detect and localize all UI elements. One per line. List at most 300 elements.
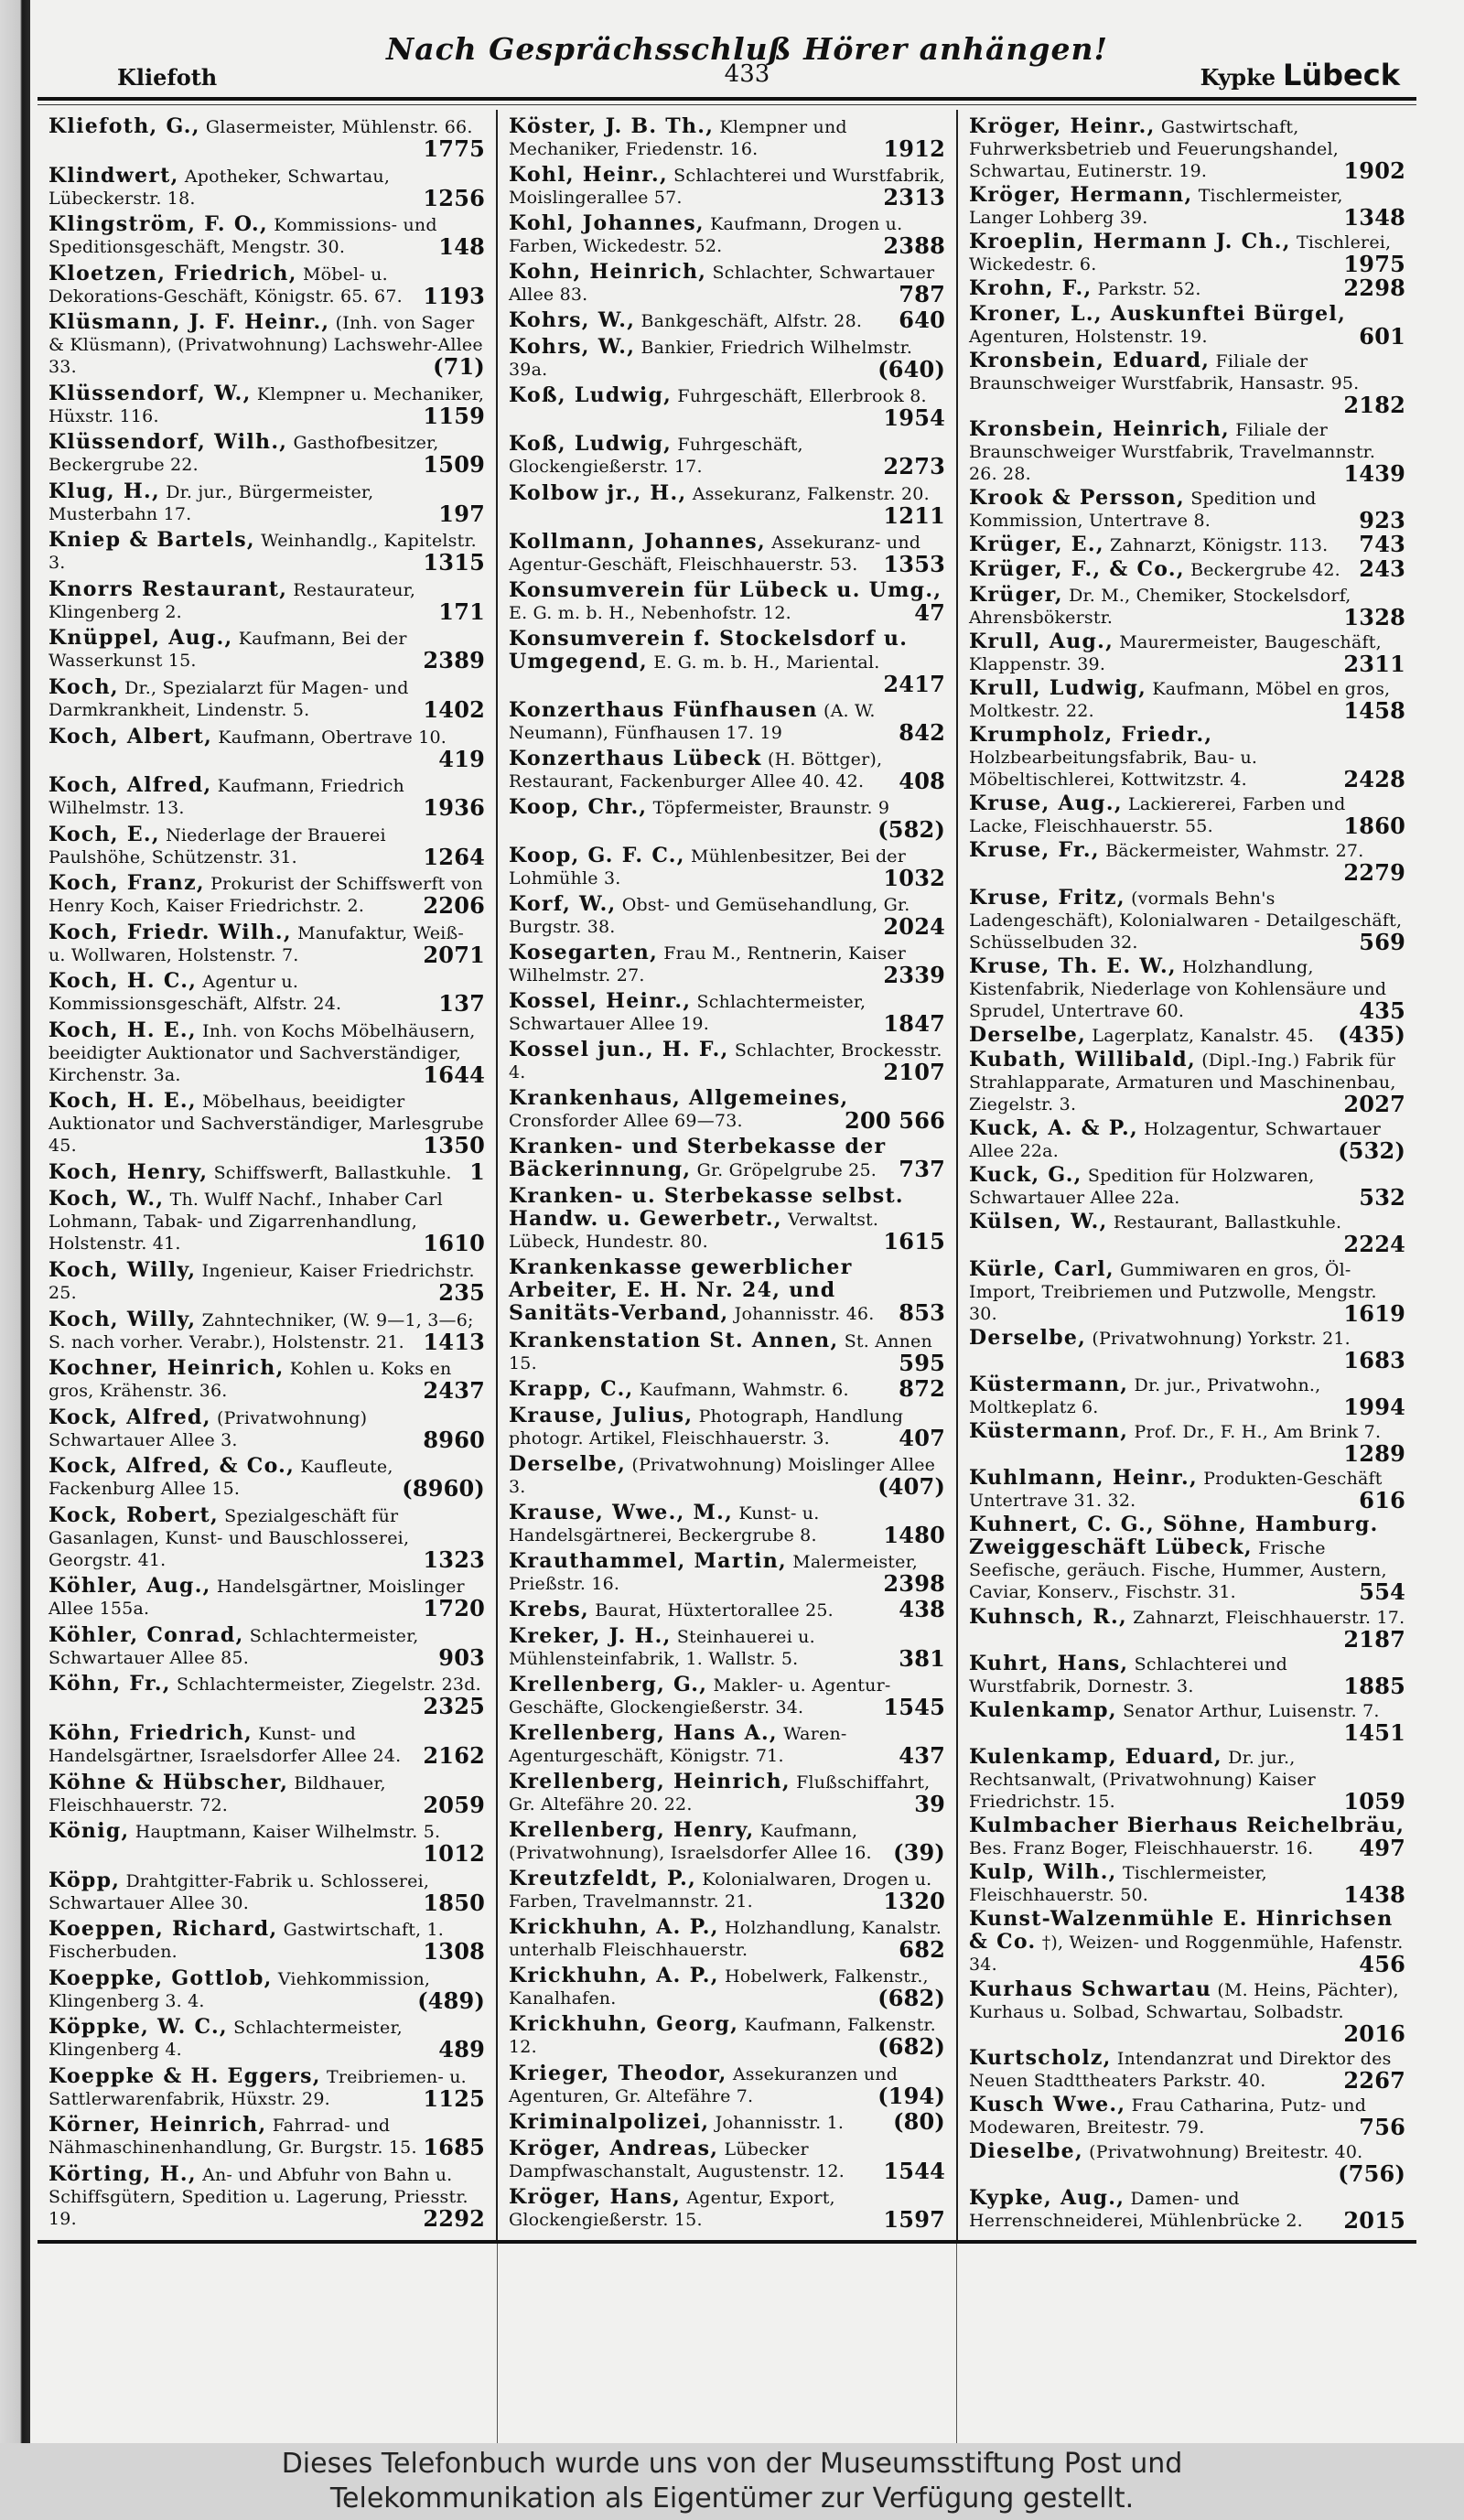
subscriber-name: Koch, W.,: [48, 1187, 165, 1212]
phone-number: 554: [1359, 1578, 1405, 1606]
subscriber-details: Gasthofbesitzer, Beckergrube 22.: [48, 433, 439, 476]
phone-number: 1720: [423, 1595, 485, 1622]
listing-entry: [48, 263, 485, 307]
phone-number: 456: [1359, 1951, 1405, 1978]
subscriber-details: Apotheker, Schwartau, Lübeckerstr. 18.: [48, 166, 391, 209]
listing-entry: [48, 212, 485, 261]
subscriber-details: Klempner und Mechaniker, Friedenstr. 16.: [509, 117, 847, 159]
subscriber-name: Kulenkamp,: [969, 1697, 1117, 1722]
listing-entry: [509, 433, 945, 478]
listing-entry: [969, 1258, 1405, 1325]
subscriber-name: Koch, H. E.,: [48, 1089, 197, 1114]
subscriber-details: Zahnarzt, Fleischhauerstr. 17.: [1133, 1607, 1405, 1628]
subscriber-name: Koch, Willy,: [48, 1307, 197, 1331]
listing-entry: [509, 1595, 945, 1622]
header-last-entry: [1200, 58, 1400, 92]
listing-entry: [509, 1674, 945, 1718]
subscriber-name: Köhler, Aug.,: [48, 1574, 211, 1599]
subscriber-name: Kock, Robert,: [48, 1502, 219, 1527]
subscriber-details: Assekuranz, Falkenstr. 20.: [692, 483, 930, 504]
subscriber-name: Koß, Ludwig,: [509, 432, 673, 457]
phone-number: 595: [899, 1349, 945, 1376]
subscriber-details: Treibriemen- u. Sattlerwarenfabrik, Hüxstr. 29.: [48, 2066, 467, 2109]
listing-entry: [48, 921, 485, 966]
subscriber-name: Konzerthaus Fünfhausen: [509, 697, 818, 722]
subscriber-name: Kuhlmann, Heinr.,: [969, 1466, 1198, 1491]
listing-entry: [48, 430, 485, 479]
listing-entry: [509, 261, 945, 306]
subscriber-details: Photograph, Handlung photogr. Artikel, Fleischhauerstr. 3.: [509, 1405, 904, 1448]
listing-entry: [509, 1405, 945, 1449]
empty-column-area: [38, 2244, 1416, 2443]
subscriber-name: Küstermann,: [969, 1419, 1129, 1444]
subscriber-name: Kriminalpolizei,: [509, 2109, 710, 2134]
phone-number: 2206: [423, 892, 485, 920]
phone-number: 2298: [1343, 275, 1405, 302]
listing-entry: [969, 115, 1405, 182]
phone-number: 39: [914, 1791, 945, 1818]
subscriber-details: Holzhandlung, Kanalstr. unterhalb Fleischhauerstr.: [509, 1918, 942, 1961]
phone-number: 842: [899, 718, 945, 746]
subscriber-details: Fuhrgeschäft, Glockengießerstr. 17.: [509, 435, 803, 478]
phone-number: 756: [1359, 2113, 1405, 2140]
phone-number: 1264: [423, 843, 485, 870]
subscriber-name: Krull, Aug.,: [969, 629, 1114, 653]
subscriber-details: St. Annen 15.: [509, 1330, 932, 1373]
phone-number: 2311: [1343, 650, 1405, 677]
subscriber-name: Kuck, A. & P.,: [969, 1116, 1138, 1141]
subscriber-name: Kuhnsch, R.,: [969, 1604, 1127, 1629]
listing-entry: [969, 1163, 1405, 1212]
listing-entry: [48, 529, 485, 574]
listing-entry: [48, 1819, 485, 1868]
listing-entry: [48, 1308, 485, 1353]
subscriber-name: Kohl, Johannes,: [509, 211, 705, 236]
subscriber-details: Maurermeister, Baugeschäft, Klappenstr. 39.: [969, 631, 1382, 674]
subscriber-details: Agentur, Export, Glockengießerstr. 15.: [509, 2187, 835, 2230]
subscriber-details: Handelsgärtner, Moislinger Allee 155a.: [48, 1577, 465, 1620]
subscriber-name: Kulp, Wilh.,: [969, 1860, 1117, 1885]
listing-entry: [48, 1575, 485, 1620]
phone-number: 2389: [423, 647, 485, 674]
subscriber-name: Kröger, Andreas,: [509, 2136, 719, 2160]
subscriber-name: Koop, G. F. C.,: [509, 843, 685, 867]
subscriber-name: Kranken- u. Sterbekasse selbst. Handw. u. Gewerbetr.,: [509, 1184, 904, 1232]
subscriber-name: Kock, Alfred,: [48, 1405, 211, 1429]
subscriber-name: Klüsmann, J. F. Heinr.,: [48, 310, 330, 335]
subscriber-details: Spedition für Holzwaren, Schwartauer Allee 22a.: [969, 1166, 1315, 1209]
listing-entry: [969, 533, 1405, 556]
subscriber-name: Kruse, Fr.,: [969, 838, 1100, 863]
phone-number: (194): [877, 2082, 945, 2109]
listing-entry: [509, 1770, 945, 1818]
header-rule-thin: [38, 104, 1416, 105]
subscriber-details: An- und Abfuhr von Bahn u. Schiffsgütern, Spedition u. Lagerung, Priesstr. 19.: [48, 2164, 468, 2229]
subscriber-details: Schlachtermeister, Ziegelstr. 23d.: [177, 1675, 481, 1696]
subscriber-name: Kürle, Carl,: [969, 1256, 1114, 1281]
listing-entry: [509, 748, 945, 792]
subscriber-name: Kloetzen, Friedrich,: [48, 261, 297, 285]
subscriber-details: Gastwirtschaft, 1. Fischerbuden.: [48, 1920, 445, 1963]
listing-column-1: [38, 110, 496, 2240]
page-binding-edge: [0, 0, 30, 2443]
listing-entry: [509, 1453, 945, 1498]
header-city: Lübeck: [1282, 58, 1400, 92]
phone-number: 1902: [1343, 157, 1405, 184]
subscriber-details: Schlachtermeister, Klingenberg 4.: [48, 2018, 403, 2061]
subscriber-name: Konsumverein f. Stockelsdorf u. Umgegend,: [509, 626, 909, 673]
listing-entry: [48, 824, 485, 868]
listing-entry: [969, 303, 1405, 348]
subscriber-name: Köhn, Friedrich,: [48, 1720, 253, 1745]
subscriber-name: Derselbe,: [509, 1451, 627, 1476]
subscriber-name: Koch, H. C.,: [48, 969, 198, 994]
listing-entry: [509, 2138, 945, 2182]
subscriber-name: Kurhaus Schwartau: [969, 1976, 1212, 2001]
subscriber-name: Knorrs Restaurant,: [48, 576, 288, 601]
subscriber-details: Agenturen, Holstenstr. 19.: [969, 326, 1208, 347]
phone-number: 2059: [423, 1791, 485, 1818]
phone-number: 2267: [1343, 2066, 1405, 2094]
listing-entry: [969, 630, 1405, 675]
subscriber-name: Koeppke & H. Eggers,: [48, 2063, 321, 2088]
subscriber-name: Krellenberg, Henry,: [509, 1818, 755, 1843]
subscriber-details: Restaurateur, Klingenberg 2.: [48, 579, 416, 622]
phone-number: 408: [899, 767, 945, 794]
listing-entry: [509, 579, 945, 624]
subscriber-details: Hobelwerk, Falkenstr., Kanalhafen.: [509, 1966, 929, 2009]
subscriber-details: Möbel- u. Dekorations-Geschäft, Königstr. 65. 67.: [48, 264, 403, 307]
header-rule: [38, 97, 1416, 101]
phone-number: (582): [877, 815, 945, 843]
listing-entry: [509, 628, 945, 695]
subscriber-details: Holzbearbeitungsfabrik, Bau- u. Möbeltischlerei, Kottwitzstr. 4.: [969, 748, 1258, 791]
phone-number: 2071: [423, 941, 485, 968]
subscriber-details: Mühlenbesitzer, Bei der Lohmühle 3.: [509, 845, 907, 888]
phone-number: (71): [433, 353, 485, 381]
listing-entry: [48, 726, 485, 770]
phone-number: 1480: [883, 1521, 945, 1548]
phone-number: 1402: [423, 696, 485, 724]
listing-entry: [509, 1867, 945, 1915]
subscriber-details: Filiale der Braunschweiger Wurstfabrik, Travelmannstr. 26. 28.: [969, 419, 1376, 484]
listing-entry: [48, 165, 485, 210]
phone-number: 1315: [423, 549, 485, 576]
subscriber-details: (Inh. von Sager & Klüsmann), (Privatwohnung) Lachswehr-Allee 33.: [48, 313, 483, 378]
phone-number: 200 566: [845, 1107, 945, 1135]
subscriber-name: Köster, J. B. Th.,: [509, 114, 715, 138]
listing-entry: [969, 487, 1405, 532]
phone-number: 1912: [883, 135, 945, 162]
subscriber-details: Schlachtermeister, Schwartauer Allee 85.: [48, 1625, 419, 1668]
subscriber-name: Kohn, Heinrich,: [509, 260, 707, 285]
subscriber-name: Kunst-Walzenmühle E. Hinrichsen & Co.: [969, 1907, 1394, 1955]
listing-entry: [969, 677, 1405, 722]
listing-entry: [509, 383, 945, 432]
subscriber-details: (H. Böttger), Restaurant, Fackenburger Allee 40. 42.: [509, 748, 883, 792]
subscriber-name: Koch, Franz,: [48, 871, 205, 896]
phone-number: 1439: [1343, 459, 1405, 487]
listing-entry: [48, 2163, 485, 2230]
phone-number: 1350: [423, 1132, 485, 1159]
subscriber-name: Krüger, F., & Co.,: [969, 557, 1185, 582]
subscriber-name: Köpp,: [48, 1868, 121, 1892]
phone-number: 1885: [1343, 1672, 1405, 1699]
phone-number: 1256: [423, 184, 485, 211]
subscriber-name: Krickhuhn, A. P.,: [509, 1915, 719, 1940]
subscriber-details: Senator Arthur, Luisenstr. 7.: [1123, 1700, 1380, 1721]
phone-number: (39): [893, 1839, 945, 1867]
listing-entry: [509, 2186, 945, 2231]
subscriber-name: Kliefoth, G.,: [48, 114, 200, 138]
listing-entry: [48, 1188, 485, 1255]
subscriber-details: Schlachter, Schwartauer Allee 83.: [509, 263, 935, 306]
subscriber-name: Krickhuhn, Georg,: [509, 2012, 739, 2037]
listing-entry: [969, 838, 1405, 887]
phone-number: (532): [1338, 1137, 1405, 1165]
subscriber-name: Klindwert,: [48, 163, 179, 188]
listing-entry: [48, 1455, 485, 1500]
phone-number: 243: [1359, 555, 1405, 583]
subscriber-details: Dr., Spezialarzt für Magen- und Darmkrankheit, Lindenstr. 5.: [48, 678, 409, 721]
subscriber-details: Fuhrgeschäft, Ellerbrook 8.: [677, 386, 927, 407]
subscriber-details: Obst- und Gemüsehandlung, Gr. Burgstr. 38.: [509, 895, 910, 937]
listing-entry: [509, 309, 945, 332]
phone-number: 1323: [423, 1545, 485, 1573]
subscriber-details: Kaufmann, Friedrich Wilhelmstr. 13.: [48, 776, 404, 819]
subscriber-details: Johannisstr. 46.: [734, 1304, 875, 1325]
phone-number: 171: [438, 598, 485, 625]
listing-entry: [48, 1918, 485, 1963]
directory-page: [30, 0, 1464, 2443]
subscriber-details: Kunst- u. Handelsgärtnerei, Beckergrube 8.: [509, 1502, 820, 1545]
subscriber-name: Krebs,: [509, 1597, 589, 1621]
phone-number: 1850: [423, 1889, 485, 1916]
listing-entry: [969, 1210, 1405, 1258]
subscriber-name: Kniep & Bartels,: [48, 528, 255, 553]
phone-number: (489): [417, 1987, 485, 2014]
subscriber-details: Kolonialwaren, Drogen u. Farben, Travelmannstr. 21.: [509, 1869, 932, 1912]
listing-entry: [509, 1915, 945, 1964]
subscriber-name: Konsumverein für Lübeck u. Umg.,: [509, 577, 942, 602]
subscriber-name: Koch, Alfred,: [48, 773, 212, 798]
subscriber-details: Kaufmann, (Privatwohnung), Israelsdorfer Allee 16.: [509, 1821, 872, 1864]
listing-entry: [509, 336, 945, 381]
phone-number: (640): [877, 356, 945, 383]
subscriber-details: Kohlen u. Koks en gros, Krähenstr. 36.: [48, 1359, 452, 1402]
subscriber-details: Schiffswerft, Ballastkuhle.: [213, 1162, 452, 1183]
phone-number: 1775: [423, 135, 485, 162]
subscriber-name: Kreutzfeldt, P.,: [509, 1867, 697, 1891]
page-number: 433: [724, 60, 770, 88]
subscriber-name: Kossel jun., H. F.,: [509, 1038, 729, 1062]
subscriber-name: Koeppen, Richard,: [48, 1917, 278, 1942]
listing-entry: [969, 1908, 1405, 1976]
listing-entry: [48, 1504, 485, 1571]
subscriber-details: Schlachterei und Wurstfabrik, Moislingerallee 57.: [509, 166, 945, 209]
subscriber-details: Lackiererei, Farben und Lacke, Fleischhauerstr. 55.: [969, 794, 1346, 837]
listing-entry: [969, 887, 1405, 953]
subscriber-details: Lagerplatz, Kanalstr. 45.: [1092, 1025, 1314, 1046]
subscriber-name: Koch, Henry,: [48, 1159, 209, 1184]
listing-entry: [509, 893, 945, 938]
phone-number: 853: [899, 1299, 945, 1327]
phone-number: 2016: [1343, 2019, 1405, 2047]
subscriber-name: Kroner, L., Auskunftei Bürgel,: [969, 301, 1347, 326]
subscriber-name: Krohn, F.,: [969, 276, 1093, 301]
subscriber-details: Glasermeister, Mühlenstr. 66.: [205, 117, 473, 137]
subscriber-name: Kuhnert, C. G., Söhne, Hamburg. Zweiggeschäft Lübeck,: [969, 1513, 1379, 1560]
subscriber-details: Baurat, Hüxtertorallee 25.: [595, 1599, 834, 1621]
subscriber-details: Parkstr. 52.: [1097, 279, 1201, 300]
phone-number: 1211: [883, 501, 945, 529]
listing-entry: [509, 1550, 945, 1595]
subscriber-name: Koch, H. E.,: [48, 1018, 197, 1042]
subscriber-details: Kaufmann, Bei der Wasserkunst 15.: [48, 629, 407, 672]
listing-entry: [48, 1624, 485, 1669]
subscriber-name: Krause, Wwe., M.,: [509, 1500, 734, 1524]
phone-number: 903: [438, 1643, 485, 1671]
subscriber-name: König,: [48, 1819, 130, 1844]
subscriber-name: Kronsbein, Heinrich,: [969, 416, 1230, 441]
subscriber-name: Krüger,: [969, 582, 1063, 607]
phone-number: (682): [877, 1985, 945, 2012]
subscriber-details: Makler- u. Agentur-Geschäfte, Glockengießerstr. 34.: [509, 1675, 891, 1718]
listing-entry: [969, 2186, 1405, 2235]
subscriber-details: Dr. jur., Privatwohn., Moltkeplatz 6.: [969, 1374, 1321, 1417]
subscriber-details: (M. Heins, Pächter), Kurhaus u. Solbad, Schwartau, Solbadstr.: [969, 1979, 1399, 2022]
subscriber-details: Kaufleute, Fackenburg Allee 15.: [48, 1457, 393, 1500]
phone-number: 2027: [1343, 1090, 1405, 1117]
phone-number: 1032: [883, 864, 945, 891]
phone-number: 437: [899, 1742, 945, 1770]
listing-entry: [969, 418, 1405, 485]
subscriber-name: Klug, H.,: [48, 479, 160, 503]
phone-number: 2398: [883, 1569, 945, 1597]
phone-number: 737: [899, 1156, 945, 1183]
subscriber-details: Spedition und Kommission, Untertrave 8.: [969, 489, 1317, 532]
listing-entry: [48, 1258, 485, 1307]
subscriber-name: Körner, Heinrich,: [48, 2113, 267, 2138]
ownership-notice: [0, 2443, 1464, 2520]
subscriber-name: Krumpholz, Friedr.,: [969, 723, 1213, 748]
subscriber-name: Kossel, Heinr.,: [509, 989, 692, 1014]
subscriber-name: Köhn, Fr.,: [48, 1672, 171, 1696]
phone-number: 787: [899, 281, 945, 308]
listing-entry: [48, 310, 485, 381]
phone-number: (682): [877, 2033, 945, 2061]
phone-number: 616: [1359, 1487, 1405, 1514]
listing-entry: [969, 555, 1405, 583]
phone-number: 1936: [423, 794, 485, 822]
subscriber-name: Kolbow jr., H.,: [509, 480, 687, 505]
subscriber-details: Assekuranz- und Agentur-Geschäft, Fleischhauerstr. 53.: [509, 532, 921, 575]
phone-number: 419: [438, 745, 485, 772]
subscriber-details: Tischlermeister, Langer Lohberg 39.: [969, 186, 1343, 229]
phone-number: 47: [914, 598, 945, 626]
subscriber-details: Kunst- und Handelsgärtner, Israelsdorfer Allee 24.: [48, 1723, 402, 1766]
subscriber-details: Klempner u. Mechaniker, Hüxstr. 116.: [48, 383, 485, 426]
listing-entry: [969, 724, 1405, 791]
listing-entry: [969, 1419, 1405, 1468]
subscriber-name: Kubath, Willibald,: [969, 1047, 1196, 1072]
listing-columns: [38, 110, 1416, 2240]
subscriber-name: Krellenberg, G.,: [509, 1673, 708, 1696]
listing-entry: [509, 1256, 945, 1325]
subscriber-name: Kurtscholz,: [969, 2045, 1112, 2070]
phone-number: 532: [1359, 1184, 1405, 1212]
subscriber-name: Krankenkasse gewerblicher Arbeiter, E. H. Nr. 24, und Sanitäts-Verband,: [509, 1255, 853, 1326]
subscriber-name: Krauthammel, Martin,: [509, 1548, 787, 1573]
subscriber-details: Bankier, Friedrich Wilhelmstr. 39a.: [509, 338, 913, 381]
phone-number: 569: [1359, 928, 1405, 955]
phone-number: 1847: [883, 1010, 945, 1038]
subscriber-name: Kuck, G.,: [969, 1163, 1082, 1188]
subscriber-details: Kommissions- und Speditionsgeschäft, Mengstr. 30.: [48, 215, 437, 258]
phone-number: 1610: [423, 1230, 485, 1257]
subscriber-details: Hauptmann, Kaiser Wilhelmstr. 5.: [135, 1822, 441, 1843]
phone-number: 2339: [883, 962, 945, 989]
listing-entry: [48, 2114, 485, 2159]
subscriber-name: Dieselbe,: [969, 2139, 1083, 2164]
subscriber-details: Dr. M., Chemiker, Stockelsdorf, Ahrensbökerstr.: [969, 585, 1351, 628]
listing-entry: [969, 1513, 1405, 1606]
phone-number: 1544: [883, 2157, 945, 2184]
phone-number: 2107: [883, 1059, 945, 1086]
phone-number: 407: [899, 1424, 945, 1451]
subscriber-name: Kulmbacher Bierhaus Reichelbräu,: [969, 1814, 1405, 1838]
subscriber-name: Kusch Wwe.,: [969, 2092, 1126, 2116]
phone-number: 640: [899, 307, 945, 334]
subscriber-details: Restaurant, Ballastkuhle.: [1113, 1212, 1342, 1233]
subscriber-name: Külsen, W.,: [969, 1210, 1108, 1234]
listing-entry: [509, 1330, 945, 1374]
subscriber-name: Konzerthaus Lübeck: [509, 746, 762, 770]
listing-entry: [509, 1625, 945, 1670]
listing-entry: [509, 1086, 945, 1135]
phone-number: (8960): [402, 1475, 485, 1502]
phone-number: 743: [1359, 531, 1405, 558]
listing-entry: [969, 584, 1405, 629]
subscriber-details: Prokurist der Schiffswerft von Henry Koch, Kaiser Friedrichstr. 2.: [48, 874, 483, 917]
listing-entry: [969, 1327, 1405, 1372]
ownership-notice-line-2: Telekommunikation als Eigentümer zur Verfügung gestellt.: [329, 2482, 1135, 2515]
phone-number: 1994: [1343, 1393, 1405, 1420]
phone-number: 2437: [423, 1377, 485, 1405]
listing-entry: [48, 480, 485, 525]
subscriber-details: (A. W. Neumann), Fünfhausen 17. 19: [509, 700, 876, 743]
subscriber-details: Zahnarzt, Königstr. 113.: [1110, 535, 1329, 556]
subscriber-name: Kohrs, W.,: [509, 308, 636, 333]
subscriber-details: Kaufmann, Wahmstr. 6.: [639, 1379, 849, 1400]
phone-number: (407): [877, 1472, 945, 1500]
subscriber-name: Derselbe,: [969, 1022, 1087, 1047]
listing-entry: [509, 1818, 945, 1867]
subscriber-name: Kruse, Aug.,: [969, 792, 1123, 816]
subscriber-details: Kaufmann, Drogen u. Farben, Wickedestr. 52.: [509, 214, 903, 257]
subscriber-details: Bildhauer, Fleischhauerstr. 72.: [48, 1772, 386, 1815]
listing-entry: [48, 1722, 485, 1767]
subscriber-details: Drahtgitter-Fabrik u. Schlosserei, Schwartauer Allee 30.: [48, 1870, 430, 1913]
subscriber-name: Korf, W.,: [509, 892, 617, 916]
subscriber-details: Fahrrad- und Nähmaschinenhandlung, Gr. Burgstr. 15.: [48, 2116, 417, 2159]
listing-entry: [48, 1356, 485, 1405]
listing-entry: [509, 2107, 945, 2135]
listing-entry: [969, 1653, 1405, 1697]
subscriber-details: (Dipl.-Ing.) Fabrik für Strahlapparate, Armaturen und Maschinenbau, Ziegelstr. 3.: [969, 1050, 1396, 1115]
phone-number: 872: [899, 1374, 945, 1402]
subscriber-name: Klüssendorf, W.,: [48, 381, 252, 405]
